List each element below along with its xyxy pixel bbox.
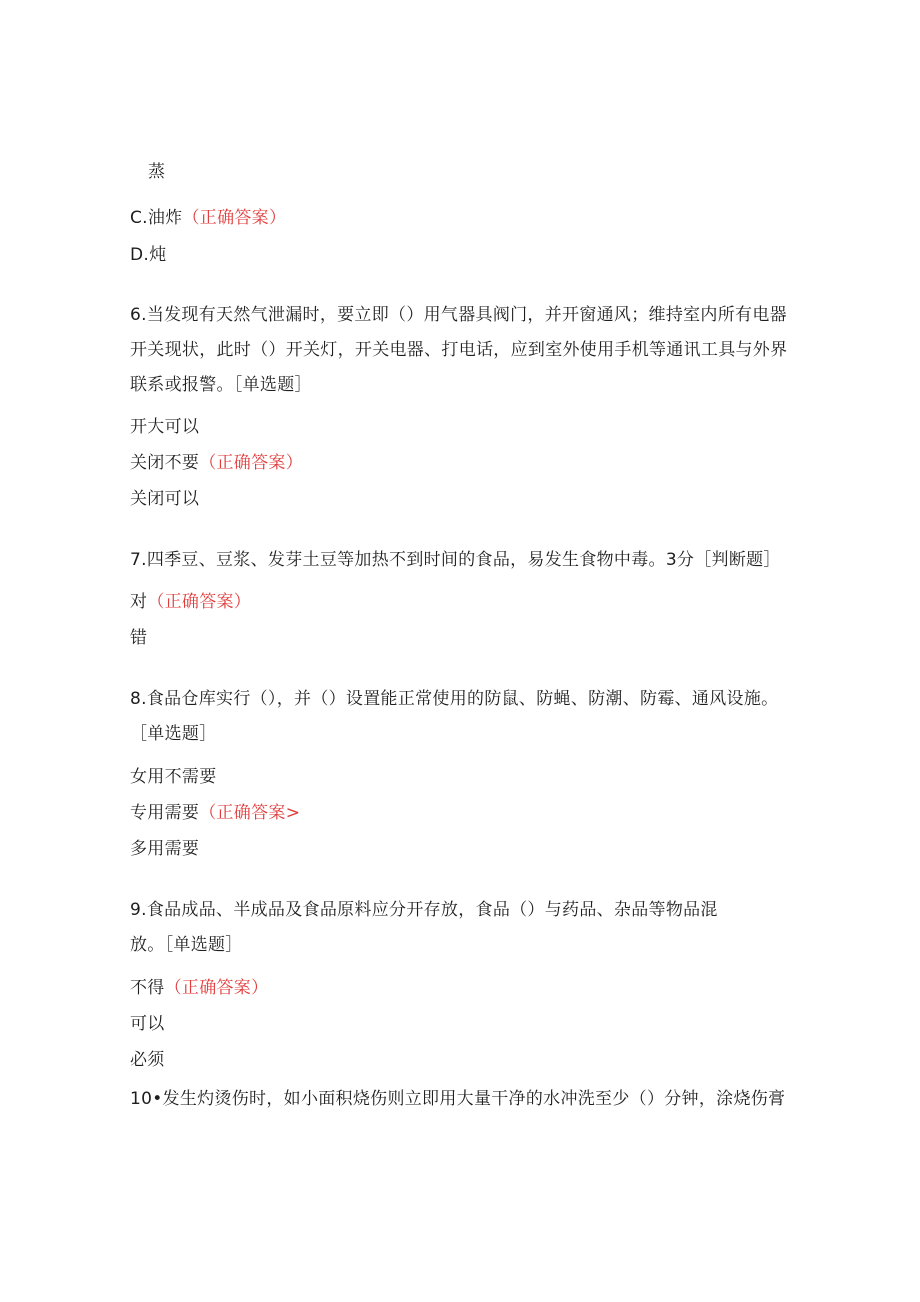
- q8-option-b: [130, 801, 300, 825]
- q5-option-c-text: C.油炸: [130, 208, 183, 228]
- q6-question-line-1: 6.当发现有天然气泄漏时，要立即（）用气器具阀门，并开窗通风；维持室内所有电器: [130, 305, 787, 325]
- q5-option-c: [130, 206, 286, 230]
- q7-question-line-1: 7.四季豆、豆浆、发芽土豆等加热不到时间的食品，易发生食物中毒。3分［判断题］: [130, 550, 781, 570]
- q6-option-b-text: 关闭不要: [130, 453, 200, 473]
- q5-option-b-text: 蒸: [148, 162, 166, 182]
- q5-option-b: [148, 160, 165, 184]
- q9-option-c: 必须: [130, 1050, 165, 1070]
- q9-option-a: [130, 976, 268, 1000]
- q6-option-a: 开大可以: [130, 417, 200, 437]
- q7-option-a-text: 对: [130, 592, 148, 612]
- q8-option-a: 女用不需要: [130, 767, 217, 787]
- q7-option-b: 错: [130, 628, 148, 648]
- correct-answer-mark: （正确答案>: [199, 803, 301, 823]
- q5-option-d-text: D.炖: [130, 245, 167, 265]
- q9-option-a-text: 不得: [130, 978, 165, 998]
- q8-option-b-text: 专用需要: [130, 803, 200, 823]
- q6-option-c: 关闭可以: [130, 489, 200, 509]
- q6-option-b: [130, 451, 303, 475]
- q9-option-b: 可以: [130, 1014, 165, 1034]
- q10-question-line-1: 10•发生灼烫伤时，如小面积烧伤则立即用大量干净的水冲洗至少（）分钟，涂烧伤膏: [130, 1089, 786, 1109]
- correct-answer-mark: （正确答案）: [199, 453, 304, 473]
- q6-question-line-2: 开关现状，此时（）开关灯，开关电器、打电话，应到室外使用手机等通讯工具与外界: [130, 340, 788, 360]
- q8-option-c: 多用需要: [130, 839, 200, 859]
- q5-option-d: [130, 243, 166, 267]
- q6-question-line-3: 联系或报警。［单选题］: [130, 375, 312, 395]
- q7-option-a: [130, 590, 251, 614]
- q9-question-line-1: 9.食品成品、半成品及食品原料应分开存放，食品（）与药品、杂品等物品混: [130, 900, 718, 920]
- q8-question-line-2: ［单选题］: [130, 724, 217, 744]
- correct-answer-mark: （正确答案）: [164, 978, 269, 998]
- correct-answer-mark: （正确答案）: [147, 592, 252, 612]
- q8-question-line-1: 8.食品仓库实行（），并（）设置能正常使用的防鼠、防蝇、防潮、防霉、通风设施。: [130, 689, 779, 709]
- correct-answer-mark: （正确答案）: [182, 208, 287, 228]
- q9-question-line-2: 放。［单选题］: [130, 935, 243, 955]
